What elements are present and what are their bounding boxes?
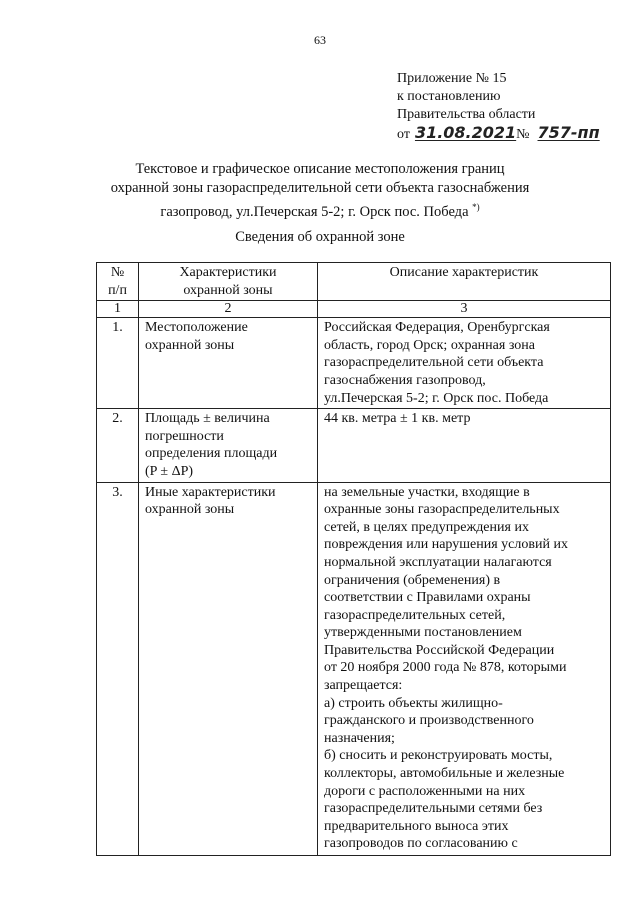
row-characteristic: Местоположение охранной зоны (139, 318, 318, 409)
column-number-3: 3 (318, 301, 611, 318)
appendix-date-line (397, 124, 600, 144)
appendix-line-2: к постановлению (397, 89, 501, 104)
handwritten-number: 757-пп (537, 123, 600, 142)
title-line-3: газопровод, ул.Печерская 5-2; г. Орск пос. Победа (160, 203, 469, 220)
header-number: № п/п (97, 263, 139, 301)
appendix-line-3: Правительства области (397, 107, 536, 122)
table-header-row (97, 263, 611, 301)
column-number-2: 2 (139, 301, 318, 318)
section-subtitle: Сведения об охранной зоне (235, 229, 405, 245)
row-characteristic: Площадь ± величина погрешности определения площади (P ± ΔP) (139, 409, 318, 482)
row-number: 2. (97, 409, 139, 482)
page-number: 63 (314, 33, 326, 47)
column-number-1: 1 (97, 301, 139, 318)
row-description: на земельные участки, входящие в охранные зоны газораспределительных сетей, в целях предупреждения их повреждения или нарушения условий их нормальной эксплуатации налагаются ограничения (обременения) в соответствии с Правилами охраны газораспределительных сетей, утвержденными постановлением Правительства Российской Федерации от 20 ноября 2000 года № 878, которыми запрещается: а) строить объекты жилищно- гражданского и производственного назначения; б) сносить и реконструировать мосты, коллекторы, автомобильные и железные дороги с расположенными на них газораспределительными сетями без предварительного выноса этих газопроводов по согласованию с (318, 482, 611, 855)
title-line-2: охранной зоны газораспределительной сети объекта газоснабжения (110, 180, 530, 196)
table-row (97, 409, 611, 482)
title-line-3-wrap (90, 198, 550, 222)
header-characteristic: Характеристики охранной зоны (139, 263, 318, 301)
appendix-block (397, 70, 600, 144)
document-title (90, 160, 550, 222)
row-description: Российская Федерация, Оренбургская область, город Орск; охранная зона газораспределительной сети объекта газоснабжения газопровод, ул.Печерская 5-2; г. Орск пос. Победа (318, 318, 611, 409)
title-line-1: Текстовое и графическое описание местоположения границ (135, 161, 505, 177)
table-column-numbers-row (97, 301, 611, 318)
row-description: 44 кв. метра ± 1 кв. метр (318, 409, 611, 482)
handwritten-date: 31.08.2021 (414, 123, 517, 142)
footnote-mark: *) (472, 202, 480, 212)
row-characteristic: Иные характеристики охранной зоны (139, 482, 318, 855)
number-sign: № (516, 127, 530, 142)
row-number: 3. (97, 482, 139, 855)
row-number: 1. (97, 318, 139, 409)
table-row (97, 482, 611, 855)
table-row (97, 318, 611, 409)
zone-info-table (96, 262, 611, 856)
from-prefix: от (397, 127, 410, 142)
header-description: Описание характеристик (318, 263, 611, 301)
appendix-line-1: Приложение № 15 (397, 71, 507, 86)
